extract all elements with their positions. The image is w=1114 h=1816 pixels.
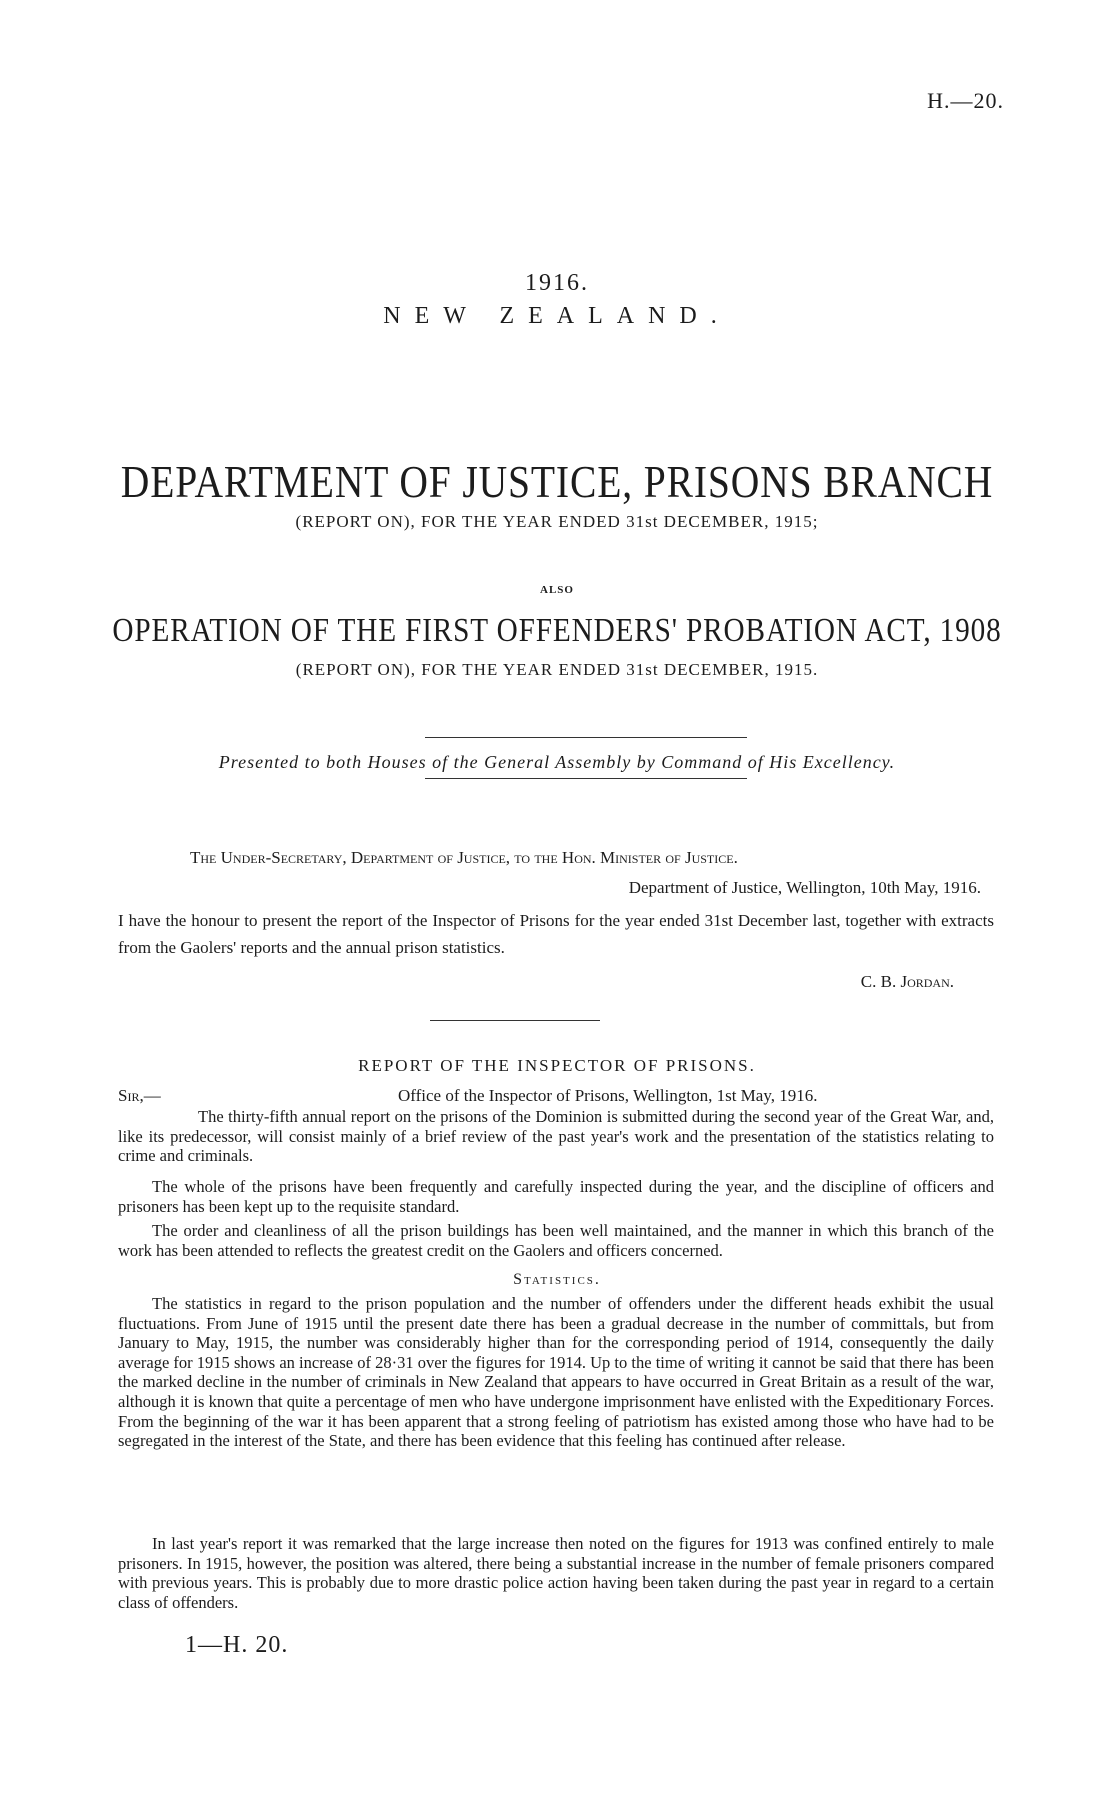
country: NEW ZEALAND. [383,303,731,329]
divider [430,1020,600,1021]
statistics-heading: Statistics. [513,1271,601,1288]
year: 1916. [525,270,589,296]
office-line: Office of the Inspector of Prisons, Wellington, 1st May, 1916. [398,1086,818,1105]
letter-body: I have the honour to present the report of the Inspector of Prisons for the year ended 31st December last, together with extracts from the Gaolers' reports and the annual prison statistics. [118,911,994,957]
paragraph: The order and cleanliness of all the prison buildings has been well maintained, and the manner in which this branch of the work has been attended to reflects the greatest credit on the Gaolers and officers concerned. [118,1221,994,1260]
letter-signature: C. B. Jordan. [860,972,954,991]
also-label: ALSO [540,584,574,596]
salutation: Sir,— [118,1086,161,1105]
second-title: OPERATION OF THE FIRST OFFENDERS' PROBATION ACT, 1908 [112,612,1002,649]
main-title: DEPARTMENT OF JUSTICE, PRISONS BRANCH [120,456,994,507]
paragraph: The statistics in regard to the prison population and the number of offenders under the different heads exhibit the usual fluctuations. From June of 1915 until the present date there has been a gradual decrease in the number of committals, but from January to May, 1915, the number was considerably higher than for the corresponding period of 1914, consequently the daily average for 1915 shows an increase of 28·31 over the figures for 1914. Up to the time of writing it cannot be said that there has been the marked decline in the number of criminals in New Zealand that appears to have occurred in Great Britain as a result of the war, although it is known that quite a percentage of men who have undergone imprisonment have enlisted with the Expeditionary Forces. From the beginning of the war it has been apparent that a strong feeling of patriotism has existed among those who have had to be segregated in the interest of the State, and there has been evidence that this feeling has continued after release. [118,1294,994,1451]
letter-address: The Under-Secretary, Department of Justice, to the Hon. Minister of Justice. [190,848,738,867]
paragraph: The thirty-fifth annual report on the prisons of the Dominion is submitted during the second year of the Great War, and, like its predecessor, will consist mainly of a brief review of the past year's work and the presentation of the statistics relating to crime and criminals. [118,1107,994,1166]
report-heading: REPORT OF THE INSPECTOR OF PRISONS. [358,1056,756,1075]
divider [425,778,747,779]
presented-line: Presented to both Houses of the General Assembly by Command of His Excellency. [218,752,896,772]
letter-dateline: Department of Justice, Wellington, 10th May, 1916. [628,878,981,897]
paragraph: The whole of the prisons have been frequently and carefully inspected during the year, and the discipline of officers and prisoners has been kept up to the requisite standard. [118,1177,994,1216]
divider [425,737,747,738]
second-subtitle: (REPORT ON), FOR THE YEAR ENDED 31st DECEMBER, 1915. [295,660,819,679]
sheet-number: 1—H. 20. [185,1632,289,1658]
document-reference: H.—20. [927,88,1004,113]
main-subtitle: (REPORT ON), FOR THE YEAR ENDED 31st DECEMBER, 1915; [295,512,819,531]
paragraph: In last year's report it was remarked that the large increase then noted on the figures for 1913 was confined entirely to male prisoners. In 1915, however, the position was altered, there being a substantial increase in the number of female prisoners compared with previous years. This is probably due to more drastic police action having been taken during the past year in regard to a certain class of offenders. [118,1534,994,1612]
